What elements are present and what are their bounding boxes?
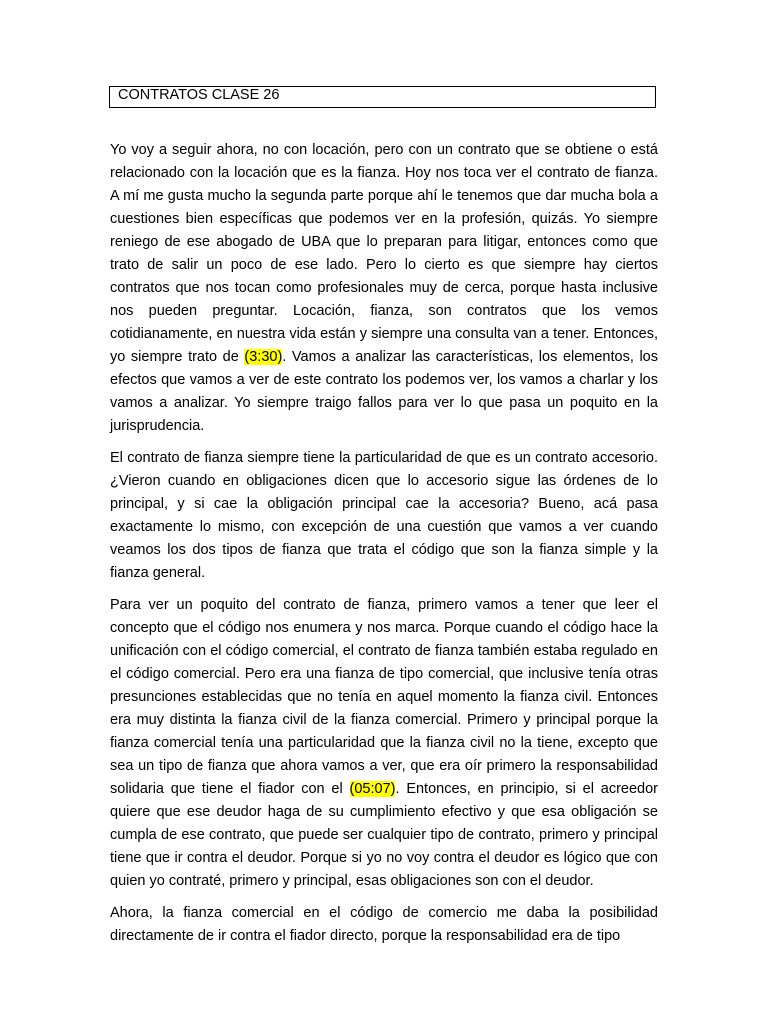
paragraph-text: Para ver un poquito del contrato de fianza, primero vamos a tener que leer el concepto que el código nos enumera y nos marca. Porque cuando el código hace la unificación con el código comercial, el contrato de fianza también estaba regulado en el código comercial. Pero era una fianza de tipo comercial, que inclusive tenía otras presunciones establecidas que no tenía en aquel momento la fianza civil. Entonces era muy distinta la fianza civil de la fianza comercial. Primero y principal porque la fianza comercial tenía una particularidad que la fianza civil no la tiene, excepto que sea un tipo de fianza que ahora vamos a ver, que era oír primero la responsabilidad solidaria que tiene el fiador con el	[110, 597, 658, 797]
document-title: CONTRATOS CLASE 26	[109, 86, 656, 108]
paragraph-text: . Vamos a analizar las características, los elementos, los efectos que vamos a ver de este contrato los podemos ver, los vamos a charlar y los vamos a analizar. Yo siempre traigo fallos para ver lo que pasa un poquito en la jurisprudencia.	[110, 349, 658, 434]
document-body	[110, 139, 658, 957]
paragraph-3	[110, 594, 658, 893]
paragraph-text: Yo voy a seguir ahora, no con locación, pero con un contrato que se obtiene o está relacionado con la locación que es la fianza. Hoy nos toca ver el contrato de fianza. A mí me gusta mucho la segunda parte porque ahí le tenemos que dar mucha bola a cuestiones bien específicas que podemos ver en la profesión, quizás. Yo siempre reniego de ese abogado de UBA que lo preparan para litigar, entonces como que trato de salir un poco de ese lado. Pero lo cierto es que siempre hay ciertos contratos que nos tocan como profesionales muy de cerca, porque hasta inclusive nos pueden preguntar. Locación, fianza, son contratos que los vemos cotidianamente, en nuestra vida están y siempre una consulta van a tener. Entonces, yo siempre trato de	[110, 142, 658, 365]
timestamp-highlight: (3:30)	[244, 349, 283, 365]
paragraph-1	[110, 139, 658, 438]
timestamp-highlight: (05:07)	[349, 781, 396, 797]
paragraph-2: El contrato de fianza siempre tiene la particularidad de que es un contrato accesorio. ¿Vieron cuando en obligaciones dicen que lo accesorio sigue las órdenes de lo principal, y si cae la obligación principal cae la accesoria? Bueno, acá pasa exactamente lo mismo, con excepción de una cuestión que vamos a ver cuando veamos los dos tipos de fianza que trata el código que son la fianza simple y la fianza general.	[110, 450, 658, 581]
paragraph-4: Ahora, la fianza comercial en el código de comercio me daba la posibilidad directamente de ir contra el fiador directo, porque la responsabilidad era de tipo	[110, 905, 658, 944]
paragraph-text: . Entonces, en principio, si el acreedor quiere que ese deudor haga de su cumplimiento efectivo y que esa obligación se cumpla de ese contrato, que puede ser cualquier tipo de contrato, primero y principal tiene que ir contra el deudor. Porque si yo no voy contra el deudor es lógico que con quien yo contraté, primero y principal, esas obligaciones son con el deudor.	[110, 781, 658, 889]
